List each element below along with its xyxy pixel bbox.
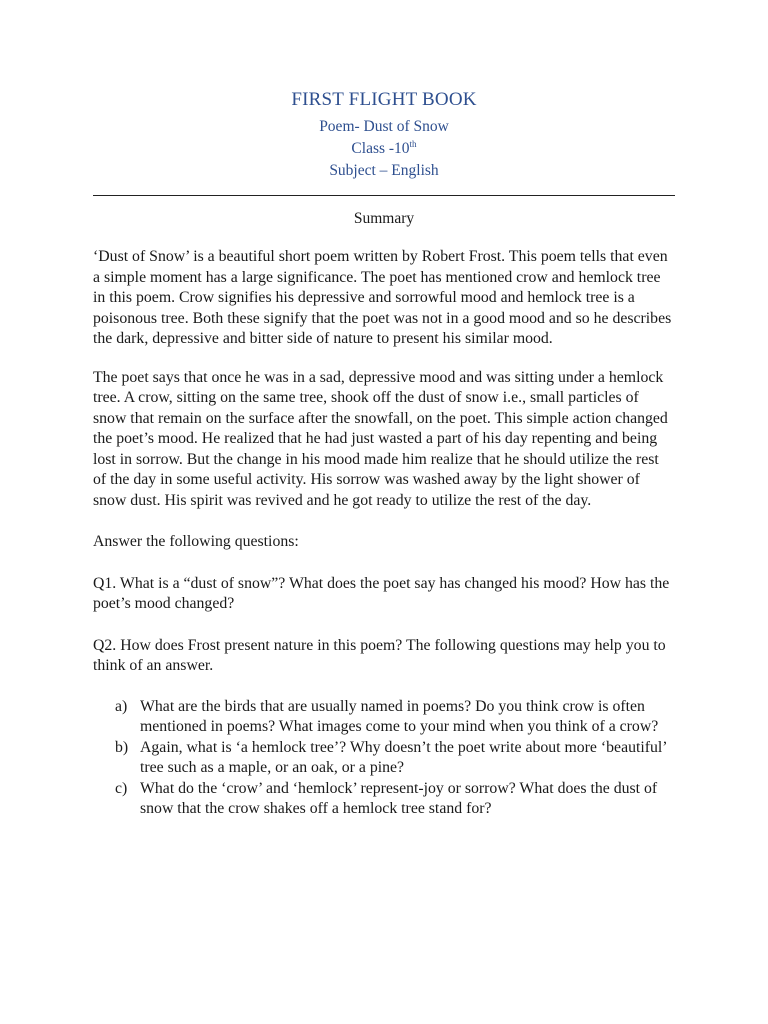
summary-paragraph-1: ‘Dust of Snow’ is a beautiful short poem written by Robert Frost. This poem tells that even a simple moment has a large significance. The poet has mentioned crow and hemlock tree in this poem. Crow signifies his depressive and sorrowful mood and hemlock tree is a poisonous tree. Both these signify that the poet was not in a good mood and so he describes the dark, depressive and bitter side of nature to present his similar mood. xyxy=(93,248,672,347)
class-line xyxy=(93,138,675,160)
list-marker: b) xyxy=(115,738,129,756)
list-marker: a) xyxy=(115,697,128,715)
class-suffix: th xyxy=(409,138,417,149)
sub-question-list xyxy=(93,697,675,820)
list-item-text: Again, what is ‘a hemlock tree’? Why doesn’t the poet write about more ‘beautiful’ tree such as a maple, or an oak, or a pine? xyxy=(140,738,667,776)
class-prefix: Class -10 xyxy=(351,140,410,157)
list-item xyxy=(93,738,675,779)
document-header xyxy=(93,88,675,182)
subject-line: Subject – English xyxy=(329,162,439,179)
question-1: Q1. What is a “dust of snow”? What does the poet say has changed his mood? How has the poet’s mood changed? xyxy=(93,574,670,612)
book-title: FIRST FLIGHT BOOK xyxy=(291,89,477,110)
list-item-text: What are the birds that are usually named in poems? Do you think crow is often mentioned in poems? What images come to your mind when you think of a crow? xyxy=(140,697,659,735)
poem-line: Poem- Dust of Snow xyxy=(319,118,449,135)
question-2: Q2. How does Frost present nature in this poem? The following questions may help you to think of an answer. xyxy=(93,636,666,674)
list-item xyxy=(93,779,675,820)
summary-heading: Summary xyxy=(353,210,415,227)
header-divider xyxy=(93,195,675,196)
questions-instruction: Answer the following questions: xyxy=(93,533,299,550)
list-item-text: What do the ‘crow’ and ‘hemlock’ represent-joy or sorrow? What does the dust of snow that the crow shakes off a hemlock tree stand for? xyxy=(140,779,658,817)
document-page xyxy=(93,88,675,820)
list-item xyxy=(93,697,675,738)
list-marker: c) xyxy=(115,779,128,797)
summary-paragraph-2: The poet says that once he was in a sad, depressive mood and was sitting under a hemlock tree. A crow, sitting on the same tree, shook off the dust of snow i.e., small particles of snow that remain on the surface after the snowfall, on the poet. This simple action changed the poet’s mood. He realized that he had just wasted a part of his day repenting and being lost in sorrow. But the change in his mood made him realize that he should utilize the rest of the day in some useful activity. His sorrow was washed away by the light shower of snow dust. His spirit was revived and he got ready to utilize the rest of the day. xyxy=(93,368,668,509)
